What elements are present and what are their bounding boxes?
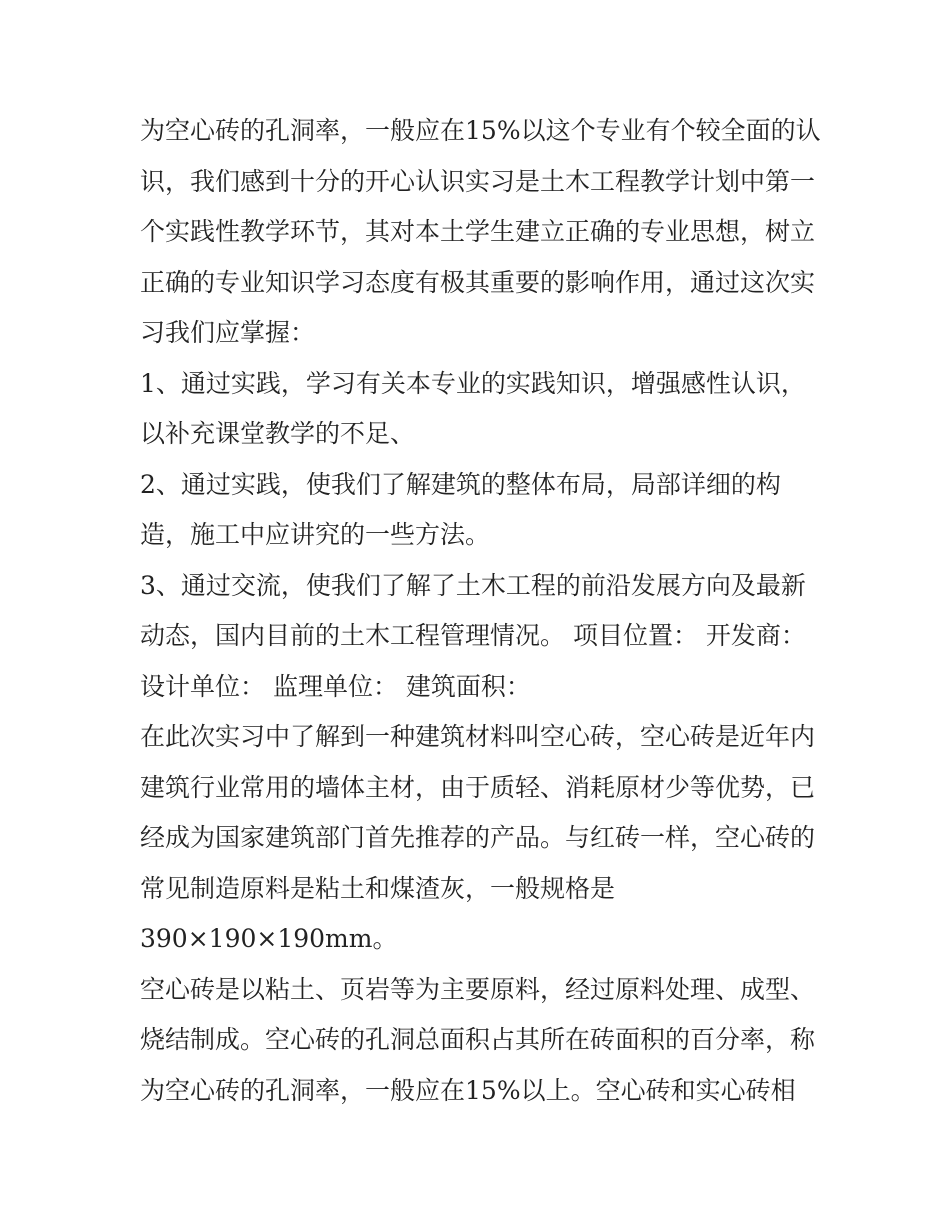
text-line-20: 为空心砖的孔洞率，一般应在15%以上。空心砖和实心砖相 [140,1075,796,1105]
text-line-1: 为空心砖的孔洞率，一般应在15%以这个专业有个较全面的认 [140,116,821,145]
text-line-17: 390×190×190mm。 [140,924,398,953]
text-line-14: 建筑行业常用的墙体主材，由于质轻、消耗原材少等优势，已 [140,772,816,802]
text-line-6: 1、通过实践，学习有关本专业的实践知识，增强感性认识， [140,368,806,398]
text-line-3: 个实践性教学环节，其对本土学生建立正确的专业思想，树立 [140,217,816,246]
text-line-4: 正确的专业知识学习态度有极其重要的影响作用，通过这次实 [140,267,816,297]
document-body [140,106,830,1116]
text-line-11: 动态，国内目前的土木工程管理情况。 项目位置： 开发商： [140,621,806,650]
text-line-5: 习我们应掌握： [140,318,316,347]
text-line-13: 在此次实习中了解到一种建筑材料叫空心砖，空心砖是近年内 [140,722,816,751]
text-line-15: 经成为国家建筑部门首先推荐的产品。与红砖一样，空心砖的 [140,823,816,852]
text-line-16: 常见制造原料是粘土和煤渣灰，一般规格是 [140,873,616,903]
text-line-18: 空心砖是以粘土、页岩等为主要原料，经过原料处理、成型、 [140,974,816,1004]
text-line-7: 以补充课堂教学的不足、 [140,419,416,448]
text-line-9: 造，施工中应讲究的一些方法。 [140,520,491,549]
text-line-8: 2、通过实践，使我们了解建筑的整体布局，局部详细的构 [140,469,781,499]
text-line-10: 3、通过交流，使我们了解了土木工程的前沿发展方向及最新 [140,570,806,600]
text-line-12: 设计单位： 监理单位： 建筑面积： [140,671,531,701]
text-line-2: 识，我们感到十分的开心认识实习是土木工程教学计划中第一 [140,166,816,196]
text-line-19: 烧结制成。空心砖的孔洞总面积占其所在砖面积的百分率，称 [140,1025,816,1054]
